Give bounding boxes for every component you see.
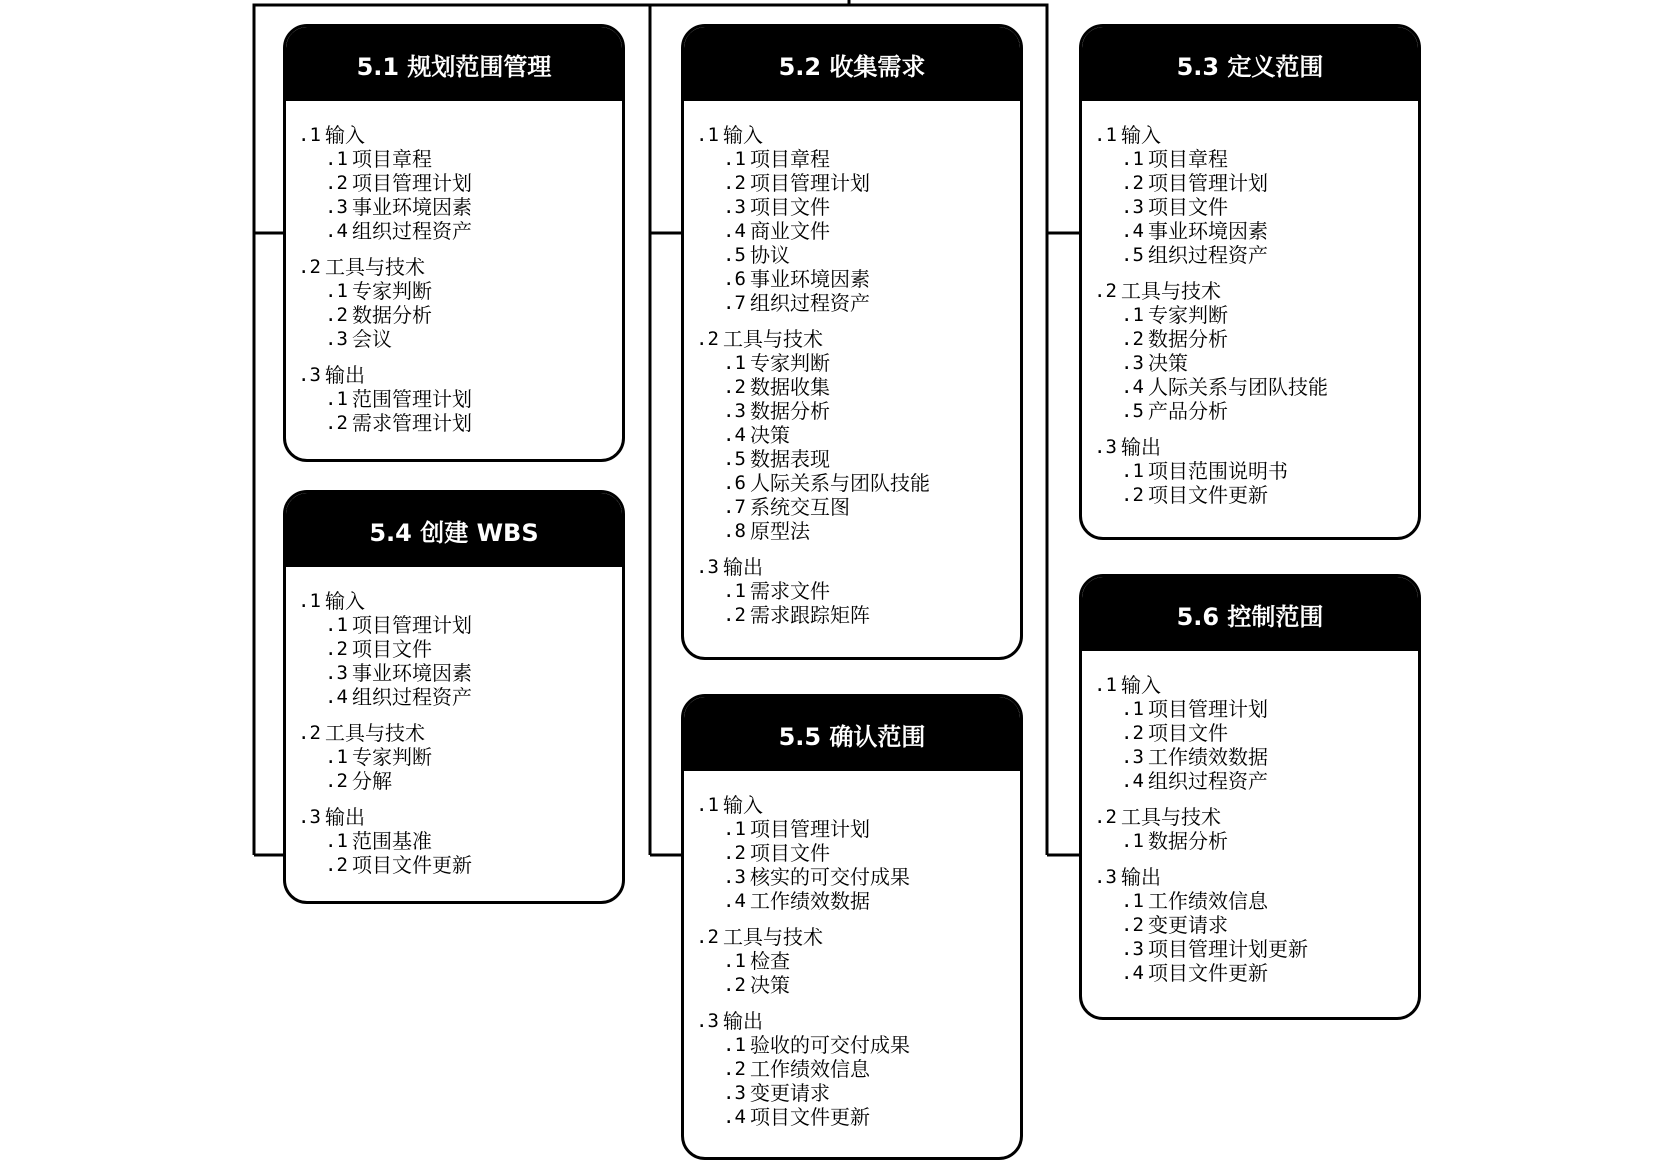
list-item <box>1094 889 1418 913</box>
section-label: 输入 <box>325 589 365 613</box>
item-number: .2 <box>1121 328 1144 350</box>
item-label: 工作绩效信息 <box>1148 889 1268 913</box>
process-box <box>283 490 625 904</box>
list-item <box>696 973 1020 997</box>
list-item <box>1094 459 1418 483</box>
item-label: 工作绩效信息 <box>750 1057 870 1081</box>
item-number: .3 <box>1121 352 1144 374</box>
item-label: 需求跟踪矩阵 <box>750 603 870 627</box>
list-item <box>696 1105 1020 1129</box>
list-item <box>1094 829 1418 853</box>
process-section <box>1094 279 1418 423</box>
section-heading <box>1094 865 1418 889</box>
item-number: .1 <box>1121 460 1144 482</box>
process-title: 5.4 创建 WBS <box>286 493 622 567</box>
item-number: .2 <box>325 304 348 326</box>
list-item <box>696 195 1020 219</box>
process-section <box>696 555 1020 627</box>
item-number: .2 <box>723 974 746 996</box>
item-number: .2 <box>1121 172 1144 194</box>
item-number: .1 <box>1121 830 1144 852</box>
list-item <box>1094 483 1418 507</box>
process-box <box>1079 24 1421 540</box>
process-section <box>298 589 622 709</box>
item-label: 事业环境因素 <box>750 267 870 291</box>
section-label: 输入 <box>325 123 365 147</box>
process-section <box>696 1009 1020 1129</box>
item-number: .3 <box>1121 938 1144 960</box>
section-heading <box>1094 279 1418 303</box>
item-label: 项目管理计划 <box>1148 697 1268 721</box>
item-number: .4 <box>723 890 746 912</box>
item-number: .6 <box>723 268 746 290</box>
section-label: 输出 <box>723 555 763 579</box>
item-label: 项目文件更新 <box>352 853 472 877</box>
section-heading <box>298 721 622 745</box>
section-label: 输出 <box>1121 865 1161 889</box>
list-item <box>696 447 1020 471</box>
list-item <box>298 853 622 877</box>
item-label: 组织过程资产 <box>750 291 870 315</box>
item-label: 范围管理计划 <box>352 387 472 411</box>
item-label: 决策 <box>750 973 790 997</box>
item-label: 项目文件更新 <box>1148 483 1268 507</box>
item-label: 项目文件更新 <box>750 1105 870 1129</box>
item-number: .1 <box>325 280 348 302</box>
section-label: 工具与技术 <box>325 255 425 279</box>
item-number: .3 <box>325 196 348 218</box>
item-number: .1 <box>1121 698 1144 720</box>
item-label: 数据表现 <box>750 447 830 471</box>
item-number: .1 <box>325 388 348 410</box>
item-label: 系统交互图 <box>750 495 850 519</box>
item-label: 检查 <box>750 949 790 973</box>
item-number: .1 <box>325 614 348 636</box>
item-label: 需求文件 <box>750 579 830 603</box>
item-label: 组织过程资产 <box>352 219 472 243</box>
list-item <box>298 147 622 171</box>
list-item <box>696 495 1020 519</box>
list-item <box>1094 745 1418 769</box>
item-label: 专家判断 <box>352 745 432 769</box>
item-label: 组织过程资产 <box>1148 769 1268 793</box>
item-number: .1 <box>723 1034 746 1056</box>
section-number: .2 <box>696 926 719 948</box>
section-number: .3 <box>696 556 719 578</box>
item-number: .3 <box>723 400 746 422</box>
section-heading <box>696 925 1020 949</box>
list-item <box>696 171 1020 195</box>
list-item <box>298 195 622 219</box>
item-label: 范围基准 <box>352 829 432 853</box>
item-number: .5 <box>723 448 746 470</box>
list-item <box>1094 961 1418 985</box>
list-item <box>696 579 1020 603</box>
list-item <box>298 637 622 661</box>
section-label: 输入 <box>723 793 763 817</box>
process-section <box>696 123 1020 315</box>
item-label: 决策 <box>750 423 790 447</box>
list-item <box>1094 219 1418 243</box>
item-number: .4 <box>325 686 348 708</box>
item-number: .2 <box>325 854 348 876</box>
list-item <box>1094 243 1418 267</box>
process-section <box>298 363 622 435</box>
item-label: 项目文件 <box>750 841 830 865</box>
section-heading <box>298 363 622 387</box>
item-number: .3 <box>325 328 348 350</box>
list-item <box>1094 171 1418 195</box>
process-box <box>1079 574 1421 1020</box>
list-item <box>696 603 1020 627</box>
item-number: .1 <box>723 950 746 972</box>
list-item <box>696 351 1020 375</box>
list-item <box>1094 375 1418 399</box>
list-item <box>1094 769 1418 793</box>
section-number: .2 <box>298 256 321 278</box>
list-item <box>298 769 622 793</box>
process-section <box>1094 673 1418 793</box>
item-label: 变更请求 <box>750 1081 830 1105</box>
list-item <box>696 423 1020 447</box>
item-label: 工作绩效数据 <box>750 889 870 913</box>
item-number: .5 <box>723 244 746 266</box>
section-number: .1 <box>1094 124 1117 146</box>
list-item <box>298 219 622 243</box>
item-label: 协议 <box>750 243 790 267</box>
item-number: .2 <box>325 770 348 792</box>
section-label: 输入 <box>1121 673 1161 697</box>
section-label: 输入 <box>1121 123 1161 147</box>
item-number: .4 <box>723 220 746 242</box>
item-label: 项目章程 <box>1148 147 1228 171</box>
item-label: 决策 <box>1148 351 1188 375</box>
section-heading <box>696 1009 1020 1033</box>
section-label: 输出 <box>723 1009 763 1033</box>
section-label: 工具与技术 <box>325 721 425 745</box>
item-label: 专家判断 <box>750 351 830 375</box>
section-heading <box>298 589 622 613</box>
process-box <box>681 694 1023 1160</box>
list-item <box>696 889 1020 913</box>
section-number: .2 <box>298 722 321 744</box>
list-item <box>298 279 622 303</box>
list-item <box>298 171 622 195</box>
item-number: .4 <box>1121 770 1144 792</box>
item-number: .2 <box>723 1058 746 1080</box>
section-number: .3 <box>696 1010 719 1032</box>
process-body <box>286 101 622 435</box>
section-number: .3 <box>298 806 321 828</box>
list-item <box>1094 147 1418 171</box>
list-item <box>1094 351 1418 375</box>
list-item <box>696 865 1020 889</box>
list-item <box>298 829 622 853</box>
process-title: 5.3 定义范围 <box>1082 27 1418 101</box>
item-label: 数据收集 <box>750 375 830 399</box>
item-number: .3 <box>325 662 348 684</box>
section-heading <box>1094 673 1418 697</box>
list-item <box>696 291 1020 315</box>
list-item <box>696 267 1020 291</box>
item-label: 项目章程 <box>352 147 432 171</box>
item-number: .7 <box>723 292 746 314</box>
list-item <box>696 219 1020 243</box>
list-item <box>1094 913 1418 937</box>
item-number: .6 <box>723 472 746 494</box>
item-label: 原型法 <box>750 519 810 543</box>
process-body <box>1082 101 1418 507</box>
item-number: .2 <box>1121 484 1144 506</box>
item-label: 组织过程资产 <box>1148 243 1268 267</box>
list-item <box>696 471 1020 495</box>
section-heading <box>696 793 1020 817</box>
item-label: 工作绩效数据 <box>1148 745 1268 769</box>
item-number: .2 <box>1121 722 1144 744</box>
item-number: .1 <box>723 580 746 602</box>
section-number: .2 <box>1094 280 1117 302</box>
section-label: 输出 <box>325 805 365 829</box>
item-number: .2 <box>1121 914 1144 936</box>
item-number: .2 <box>723 842 746 864</box>
list-item <box>696 949 1020 973</box>
section-number: .2 <box>696 328 719 350</box>
process-section <box>1094 435 1418 507</box>
section-label: 输入 <box>723 123 763 147</box>
item-label: 分解 <box>352 769 392 793</box>
process-section <box>298 255 622 351</box>
item-number: .2 <box>723 172 746 194</box>
section-heading <box>696 555 1020 579</box>
section-heading <box>1094 123 1418 147</box>
item-number: .1 <box>723 818 746 840</box>
item-number: .1 <box>325 830 348 852</box>
list-item <box>696 399 1020 423</box>
process-section <box>298 123 622 243</box>
section-label: 工具与技术 <box>723 327 823 351</box>
item-label: 商业文件 <box>750 219 830 243</box>
item-number: .5 <box>1121 244 1144 266</box>
list-item <box>696 841 1020 865</box>
item-number: .4 <box>1121 376 1144 398</box>
process-title: 5.1 规划范围管理 <box>286 27 622 101</box>
item-number: .4 <box>723 424 746 446</box>
list-item <box>696 243 1020 267</box>
item-label: 专家判断 <box>352 279 432 303</box>
process-box <box>283 24 625 462</box>
process-body <box>684 771 1020 1129</box>
list-item <box>1094 327 1418 351</box>
item-label: 数据分析 <box>1148 829 1228 853</box>
section-number: .2 <box>1094 806 1117 828</box>
item-label: 项目文件 <box>1148 195 1228 219</box>
item-number: .1 <box>325 746 348 768</box>
process-section <box>696 925 1020 997</box>
process-section <box>1094 123 1418 267</box>
item-number: .3 <box>723 196 746 218</box>
list-item <box>696 1057 1020 1081</box>
section-number: .3 <box>1094 436 1117 458</box>
item-number: .2 <box>723 604 746 626</box>
process-box <box>681 24 1023 660</box>
process-section <box>1094 805 1418 853</box>
item-label: 项目管理计划更新 <box>1148 937 1308 961</box>
item-label: 组织过程资产 <box>352 685 472 709</box>
item-number: .3 <box>723 1082 746 1104</box>
section-heading <box>1094 435 1418 459</box>
list-item <box>298 613 622 637</box>
item-number: .1 <box>1121 304 1144 326</box>
section-number: .1 <box>696 794 719 816</box>
list-item <box>696 375 1020 399</box>
item-number: .5 <box>1121 400 1144 422</box>
section-heading <box>298 123 622 147</box>
item-label: 事业环境因素 <box>352 195 472 219</box>
list-item <box>1094 303 1418 327</box>
item-label: 需求管理计划 <box>352 411 472 435</box>
item-label: 项目文件 <box>750 195 830 219</box>
list-item <box>1094 195 1418 219</box>
list-item <box>696 1033 1020 1057</box>
item-number: .1 <box>1121 148 1144 170</box>
process-body <box>684 101 1020 627</box>
process-section <box>696 327 1020 543</box>
list-item <box>298 327 622 351</box>
process-section <box>1094 865 1418 985</box>
item-number: .4 <box>1121 962 1144 984</box>
item-label: 项目文件 <box>352 637 432 661</box>
list-item <box>298 685 622 709</box>
item-label: 人际关系与团队技能 <box>1148 375 1328 399</box>
item-number: .2 <box>325 172 348 194</box>
item-label: 项目文件 <box>1148 721 1228 745</box>
list-item <box>298 411 622 435</box>
item-label: 核实的可交付成果 <box>750 865 910 889</box>
section-heading <box>1094 805 1418 829</box>
section-label: 输出 <box>1121 435 1161 459</box>
item-label: 数据分析 <box>352 303 432 327</box>
process-title: 5.2 收集需求 <box>684 27 1020 101</box>
section-number: .1 <box>696 124 719 146</box>
item-number: .2 <box>325 412 348 434</box>
list-item <box>1094 697 1418 721</box>
item-number: .4 <box>325 220 348 242</box>
item-number: .4 <box>1121 220 1144 242</box>
section-label: 工具与技术 <box>723 925 823 949</box>
section-label: 输出 <box>325 363 365 387</box>
list-item <box>298 661 622 685</box>
item-number: .3 <box>1121 746 1144 768</box>
process-title: 5.5 确认范围 <box>684 697 1020 771</box>
item-label: 项目范围说明书 <box>1148 459 1288 483</box>
item-label: 产品分析 <box>1148 399 1228 423</box>
list-item <box>1094 399 1418 423</box>
item-number: .7 <box>723 496 746 518</box>
item-label: 项目管理计划 <box>352 613 472 637</box>
process-title: 5.6 控制范围 <box>1082 577 1418 651</box>
list-item <box>298 745 622 769</box>
list-item <box>696 1081 1020 1105</box>
section-number: .3 <box>1094 866 1117 888</box>
item-label: 项目管理计划 <box>1148 171 1268 195</box>
item-number: .1 <box>1121 890 1144 912</box>
process-body <box>286 567 622 877</box>
list-item <box>696 147 1020 171</box>
section-heading <box>696 123 1020 147</box>
process-section <box>298 721 622 793</box>
section-number: .1 <box>1094 674 1117 696</box>
item-label: 人际关系与团队技能 <box>750 471 930 495</box>
item-label: 项目章程 <box>750 147 830 171</box>
item-number: .1 <box>325 148 348 170</box>
item-label: 会议 <box>352 327 392 351</box>
item-label: 数据分析 <box>750 399 830 423</box>
item-label: 验收的可交付成果 <box>750 1033 910 1057</box>
item-label: 项目管理计划 <box>750 171 870 195</box>
list-item <box>696 817 1020 841</box>
section-number: .1 <box>298 124 321 146</box>
section-label: 工具与技术 <box>1121 279 1221 303</box>
section-number: .3 <box>298 364 321 386</box>
item-label: 变更请求 <box>1148 913 1228 937</box>
list-item <box>298 387 622 411</box>
section-label: 工具与技术 <box>1121 805 1221 829</box>
section-number: .1 <box>298 590 321 612</box>
section-heading <box>298 255 622 279</box>
section-heading <box>298 805 622 829</box>
item-number: .3 <box>723 866 746 888</box>
item-label: 项目管理计划 <box>750 817 870 841</box>
item-label: 项目文件更新 <box>1148 961 1268 985</box>
item-label: 项目管理计划 <box>352 171 472 195</box>
list-item <box>298 303 622 327</box>
list-item <box>1094 721 1418 745</box>
item-number: .1 <box>723 148 746 170</box>
section-heading <box>696 327 1020 351</box>
list-item <box>1094 937 1418 961</box>
process-section <box>696 793 1020 913</box>
list-item <box>696 519 1020 543</box>
item-label: 专家判断 <box>1148 303 1228 327</box>
item-number: .3 <box>1121 196 1144 218</box>
item-number: .4 <box>723 1106 746 1128</box>
item-label: 事业环境因素 <box>352 661 472 685</box>
item-label: 数据分析 <box>1148 327 1228 351</box>
item-number: .1 <box>723 352 746 374</box>
process-body <box>1082 651 1418 985</box>
item-label: 事业环境因素 <box>1148 219 1268 243</box>
process-section <box>298 805 622 877</box>
item-number: .2 <box>325 638 348 660</box>
item-number: .8 <box>723 520 746 542</box>
item-number: .2 <box>723 376 746 398</box>
